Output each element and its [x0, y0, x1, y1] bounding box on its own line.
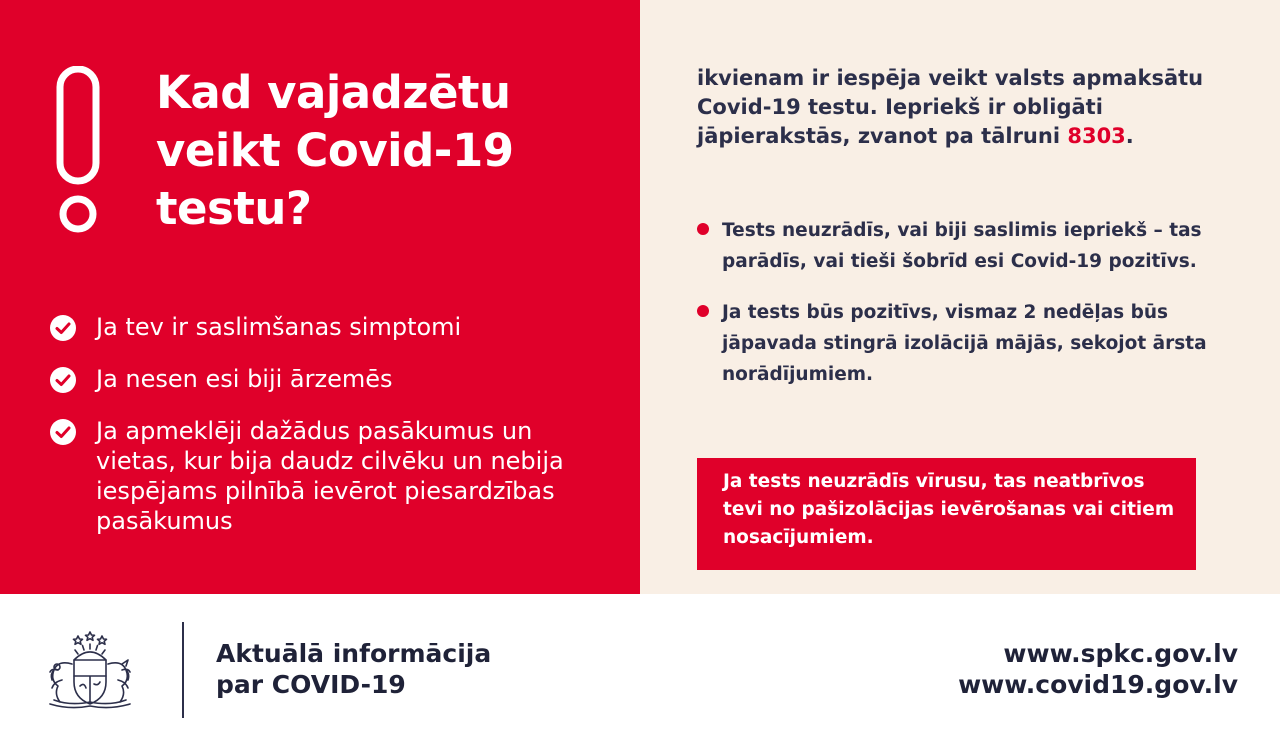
- checklist-text: Ja apmeklēji dažādus pasākumus un vietas, kur bija daudz cilvēku un nebija iespējams pilnībā ievērot piesardzības pasākumus: [96, 417, 564, 535]
- left-panel: [0, 0, 640, 594]
- footer-divider: [182, 622, 184, 718]
- notice-text: Ja tests neuzrādīs vīrusu, tas neatbrīvos tevi no pašizolācijas ievērošanas vai citiem nosacījumiem.: [723, 471, 1175, 548]
- info-bullet-text: Tests neuzrādīs, vai biji saslimis iepriekš – tas parādīs, vai tieši šobrīd esi Covid-19 pozitīvs.: [722, 220, 1202, 272]
- latvia-coat-of-arms-icon: [40, 630, 140, 710]
- checklist-text: Ja nesen esi biji ārzemēs: [96, 365, 393, 393]
- footer-links: [958, 638, 1238, 700]
- footer-title-line: par COVID-19: [216, 670, 406, 699]
- notice-box: [697, 458, 1196, 570]
- covid19-link[interactable]: www.covid19.gov.lv: [958, 670, 1238, 699]
- intro-paragraph: [697, 64, 1217, 151]
- info-bullet: [697, 297, 1217, 390]
- info-bullet: [697, 215, 1217, 277]
- headline-line: veikt Covid-19: [156, 124, 514, 177]
- exclamation-icon: [56, 66, 100, 236]
- bullet-dot-icon: [697, 305, 709, 317]
- footer-title: [216, 638, 636, 700]
- checklist-item: [50, 364, 610, 394]
- footer-title-line: Aktuālā informācija: [216, 639, 492, 668]
- phone-number: 8303: [1067, 124, 1126, 148]
- headline-line: testu?: [156, 182, 312, 235]
- info-bullets: [697, 215, 1217, 410]
- checklist-text: Ja tev ir saslimšanas simptomi: [96, 313, 462, 341]
- intro-text: ikvienam ir iespēja veikt valsts apmaksātu Covid-19 testu. Iepriekš ir obligāti jāpierakstās, zvanot pa tālruni: [697, 66, 1204, 148]
- right-panel: [640, 0, 1280, 594]
- bullet-dot-icon: [697, 223, 709, 235]
- checklist-item: [50, 416, 610, 536]
- spkc-link[interactable]: www.spkc.gov.lv: [1003, 639, 1238, 668]
- check-circle-icon: [50, 367, 76, 393]
- check-circle-icon: [50, 419, 76, 445]
- headline: [156, 64, 616, 238]
- headline-line: Kad vajadzētu: [156, 66, 511, 119]
- checklist: [50, 312, 610, 558]
- checklist-item: [50, 312, 610, 342]
- info-bullet-text: Ja tests būs pozitīvs, vismaz 2 nedēļas būs jāpavada stingrā izolācijā mājās, sekojot ārsta norādījumiem.: [722, 302, 1207, 385]
- intro-end: .: [1125, 124, 1134, 148]
- footer: [0, 594, 1280, 747]
- check-circle-icon: [50, 315, 76, 341]
